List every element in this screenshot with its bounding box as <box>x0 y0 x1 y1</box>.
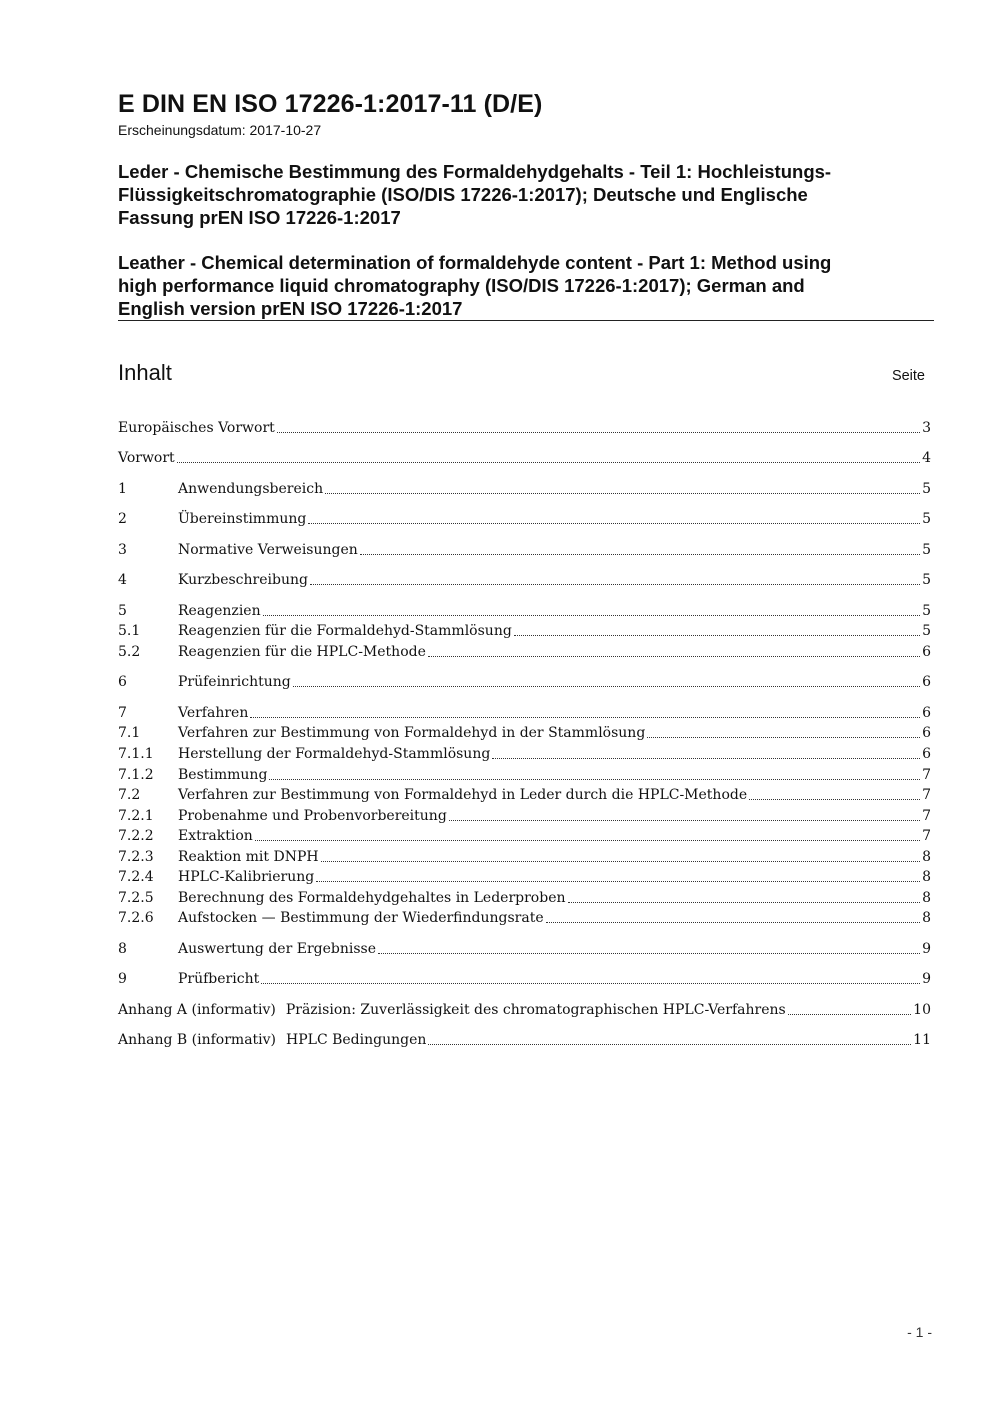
toc-entry-page: 8 <box>922 910 931 926</box>
toc-entry-page: 9 <box>922 941 931 957</box>
toc-entry-page: 6 <box>922 644 931 660</box>
toc-dot-leader <box>277 428 920 433</box>
toc-dot-leader <box>310 580 920 585</box>
toc-entry-title: Aufstocken — Bestimmung der Wiederfindungsrate <box>178 910 544 926</box>
toc-entry-number: 5 <box>118 603 127 619</box>
toc-entry-number: 5.1 <box>118 623 141 639</box>
toc-entry-number: 5.2 <box>118 644 141 660</box>
toc-entry-title: Normative Verweisungen <box>178 542 358 558</box>
toc-entry-page: 5 <box>922 511 931 527</box>
toc-entry-title: Verfahren zur Bestimmung von Formaldehyd in Leder durch die HPLC-Methode <box>178 787 748 803</box>
toc-entry-page: 5 <box>922 572 931 588</box>
toc-entry-number: 7.2.2 <box>118 828 154 844</box>
toc-entry-title: Auswertung der Ergebnisse <box>178 941 377 957</box>
toc-entry-page: 9 <box>922 971 931 987</box>
toc-entry[interactable] <box>118 509 931 529</box>
toc-annex-entry[interactable] <box>118 1030 931 1050</box>
title-english-line: English version prEN ISO 17226-1:2017 <box>118 298 463 319</box>
title-german-line: Leder - Chemische Bestimmung des Formaldehydgehalts - Teil 1: Hochleistungs- <box>118 161 832 182</box>
toc-entry-number: 7.1 <box>118 725 141 741</box>
toc-dot-leader <box>788 1010 911 1015</box>
toc-entry-title: Kurzbeschreibung <box>178 572 308 588</box>
toc-dot-leader <box>514 631 920 636</box>
toc-entry[interactable] <box>118 570 931 590</box>
toc-entry-number: 6 <box>118 674 127 690</box>
toc-entry-page: 7 <box>922 787 931 803</box>
toc-dot-leader <box>325 489 920 494</box>
toc-entry-page: 8 <box>922 890 931 906</box>
toc-entry[interactable] <box>118 601 931 621</box>
toc-entry[interactable] <box>118 867 931 887</box>
toc-entry-number: 7 <box>118 705 127 721</box>
toc-entry[interactable] <box>118 785 931 805</box>
toc-entry-page: 8 <box>922 869 931 885</box>
toc-entry-number: 7.2.4 <box>118 869 154 885</box>
title-german-line: Fassung prEN ISO 17226-1:2017 <box>118 207 401 228</box>
toc-dot-leader <box>255 836 920 841</box>
toc-entry[interactable] <box>118 744 931 764</box>
toc-entry-title: Reagenzien für die HPLC-Methode <box>178 644 426 660</box>
toc-entry-title: Extraktion <box>178 828 253 844</box>
toc-entry[interactable] <box>118 765 931 785</box>
toc-dot-leader <box>250 713 920 718</box>
toc-entry[interactable] <box>118 418 931 438</box>
toc-entry-number: 3 <box>118 542 127 558</box>
toc-annex-page: 11 <box>913 1032 931 1048</box>
toc-entry-title: Verfahren zur Bestimmung von Formaldehyd in der Stammlösung <box>178 725 646 741</box>
toc-entry-title: Bestimmung <box>178 767 268 783</box>
toc-entry-title: Übereinstimmung <box>178 511 307 527</box>
title-english-line: high performance liquid chromatography (ISO/DIS 17226-1:2017); German and <box>118 275 805 296</box>
toc-entry-page: 8 <box>922 849 931 865</box>
standard-id: E DIN EN ISO 17226-1:2017-11 (D/E) <box>118 90 543 118</box>
toc-entry[interactable] <box>118 806 931 826</box>
toc-entry-number: 4 <box>118 572 127 588</box>
toc-entry-page: 5 <box>922 623 931 639</box>
toc-entry-page: 6 <box>922 674 931 690</box>
toc-entry-title: Verfahren <box>178 705 249 721</box>
toc-entry-number: 7.2 <box>118 787 141 803</box>
toc-annex-page: 10 <box>913 1002 931 1018</box>
toc-entry[interactable] <box>118 969 931 989</box>
toc-annex-label: Anhang B (informativ) <box>118 1032 277 1048</box>
toc-entry-title: HPLC-Kalibrierung <box>178 869 315 885</box>
toc-entry-page: 5 <box>922 603 931 619</box>
toc-dot-leader <box>546 918 920 923</box>
toc-entry-number: 7.1.2 <box>118 767 154 783</box>
toc-entry-title: Reaktion mit DNPH <box>178 849 319 865</box>
toc-dot-leader <box>449 816 920 821</box>
page-number: - 1 - <box>907 1324 932 1340</box>
toc-dot-leader <box>269 775 920 780</box>
toc-entry[interactable] <box>118 908 931 928</box>
toc-dot-leader <box>568 898 921 903</box>
toc-entry-title: Reagenzien für die Formaldehyd-Stammlösung <box>178 623 512 639</box>
toc-entry-page: 3 <box>922 420 931 436</box>
toc-entry-page: 7 <box>922 808 931 824</box>
toc-entry-number: 1 <box>118 481 127 497</box>
toc-entry-number: 9 <box>118 971 127 987</box>
toc-entry-number: 7.2.5 <box>118 890 154 906</box>
toc-annex-label: Anhang A (informativ) <box>118 1002 276 1018</box>
toc-dot-leader <box>263 611 920 616</box>
toc-entry-title: Berechnung des Formaldehydgehaltes in Lederproben <box>178 890 566 906</box>
toc-dot-leader <box>360 550 920 555</box>
title-german-line: Flüssigkeitschromatographie (ISO/DIS 17226-1:2017); Deutsche und Englische <box>118 184 808 205</box>
toc-entry-page: 7 <box>922 767 931 783</box>
toc-annex-title: HPLC Bedingungen <box>286 1032 427 1048</box>
toc-entry[interactable] <box>118 479 931 499</box>
toc-entry-title: Probenahme und Probenvorbereitung <box>178 808 447 824</box>
toc-entry-page: 4 <box>922 450 931 466</box>
toc-dot-leader <box>492 754 920 759</box>
toc-entry[interactable] <box>118 888 931 908</box>
toc-entry-number: 8 <box>118 941 127 957</box>
toc-entry-page: 5 <box>922 542 931 558</box>
toc-dot-leader <box>749 795 920 800</box>
toc-dot-leader <box>293 682 920 687</box>
toc-entry[interactable] <box>118 448 931 468</box>
toc-entry-title: Reagenzien <box>178 603 261 619</box>
toc-entry-title: Herstellung der Formaldehyd-Stammlösung <box>178 746 491 762</box>
toc-dot-leader <box>378 949 920 954</box>
toc-entry-number: 2 <box>118 511 127 527</box>
toc-dot-leader <box>177 458 920 463</box>
toc-entry[interactable] <box>118 672 931 692</box>
toc-entry[interactable] <box>118 723 931 743</box>
toc-entry-page: 7 <box>922 828 931 844</box>
toc-entry-number: 7.1.1 <box>118 746 154 762</box>
toc-dot-leader <box>321 857 920 862</box>
toc-entry[interactable] <box>118 847 931 867</box>
publication-date: Erscheinungsdatum: 2017-10-27 <box>118 122 322 138</box>
toc-entry-page: 6 <box>922 725 931 741</box>
toc-entry[interactable] <box>118 703 931 723</box>
toc-entry-title: Vorwort <box>118 450 175 466</box>
toc-annex-entry[interactable] <box>118 1000 931 1020</box>
toc-entry-page: 5 <box>922 481 931 497</box>
toc-entry-page: 6 <box>922 746 931 762</box>
toc-entry-title: Europäisches Vorwort <box>118 420 275 436</box>
toc-dot-leader <box>428 652 920 657</box>
toc-entry[interactable] <box>118 642 931 662</box>
table-of-contents <box>118 0 931 1100</box>
title-english-line: Leather - Chemical determination of formaldehyde content - Part 1: Method using <box>118 252 832 273</box>
toc-entry-number: 7.2.3 <box>118 849 154 865</box>
toc-dot-leader <box>261 979 920 984</box>
toc-page-column-heading: Seite <box>891 368 925 384</box>
toc-dot-leader <box>316 877 920 882</box>
toc-entry[interactable] <box>118 540 931 560</box>
toc-entry-number: 7.2.1 <box>118 808 154 824</box>
toc-entry-page: 6 <box>922 705 931 721</box>
toc-dot-leader <box>647 733 920 738</box>
toc-heading: Inhalt <box>118 360 172 385</box>
toc-entry-title: Anwendungsbereich <box>178 481 324 497</box>
toc-annex-title: Präzision: Zuverlässigkeit des chromatographischen HPLC-Verfahrens <box>285 1002 786 1018</box>
toc-entry-title: Prüfeinrichtung <box>178 674 291 690</box>
toc-entry-title: Prüfbericht <box>178 971 260 987</box>
toc-entry[interactable] <box>118 826 931 846</box>
toc-entry[interactable] <box>118 939 931 959</box>
toc-entry[interactable] <box>118 621 931 641</box>
toc-entry-number: 7.2.6 <box>118 910 154 926</box>
toc-dot-leader <box>308 519 920 524</box>
toc-dot-leader <box>428 1040 911 1045</box>
